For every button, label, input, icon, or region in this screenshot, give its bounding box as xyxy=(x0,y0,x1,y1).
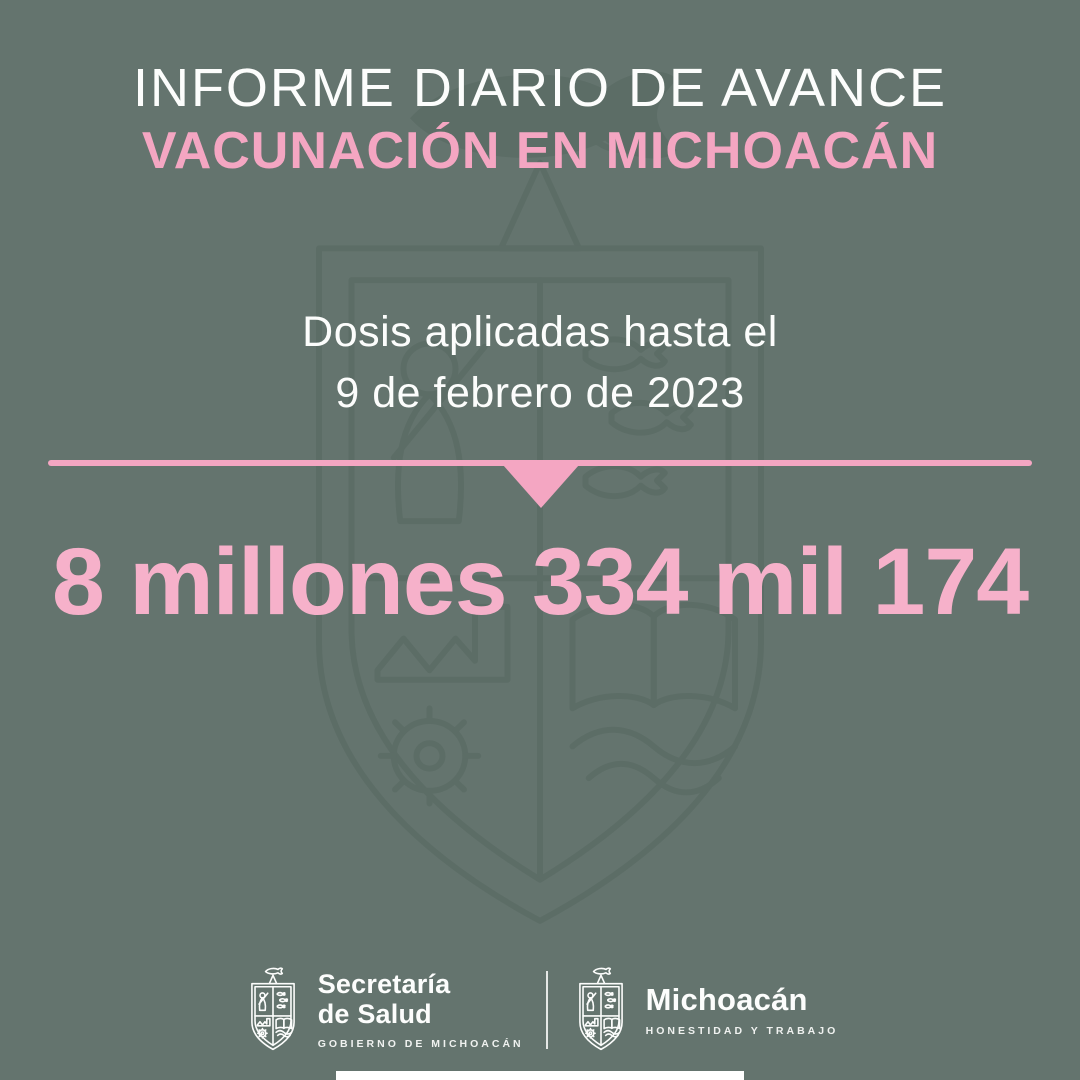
total-doses-value: 8 millones 334 mil 174 xyxy=(51,529,1029,635)
page-title: INFORME DIARIO DE AVANCE xyxy=(132,58,948,118)
bottom-bar xyxy=(336,1071,744,1080)
report-period xyxy=(0,302,1080,424)
header xyxy=(0,58,1080,181)
report-period-line1: Dosis aplicadas hasta el xyxy=(302,308,778,356)
michoacan-coat-of-arms-watermark xyxy=(215,58,865,978)
footer-divider xyxy=(546,971,548,1049)
secretaria-salud-logo xyxy=(242,965,524,1055)
michoacan-tagline: HONESTIDAD Y TRABAJO xyxy=(645,1025,839,1038)
secretaria-salud-logo-text xyxy=(318,970,524,1049)
michoacan-coat-of-arms-icon xyxy=(242,965,304,1055)
secretaria-salud-name-line1: Secretaría xyxy=(317,969,451,1000)
secretaria-salud-tagline: GOBIERNO DE MICHOACÁN xyxy=(317,1037,524,1050)
michoacan-coat-of-arms-icon xyxy=(570,965,632,1055)
page-subtitle: VACUNACIÓN EN MICHOACÁN xyxy=(141,122,939,181)
secretaria-salud-name-line2: de Salud xyxy=(317,998,432,1029)
down-triangle-icon xyxy=(503,465,579,508)
footer xyxy=(0,958,1080,1062)
michoacan-name: Michoacán xyxy=(645,981,808,1017)
report-period-line2: 9 de febrero de 2023 xyxy=(335,369,745,418)
michoacan-logo xyxy=(570,965,839,1055)
michoacan-logo-text xyxy=(646,983,839,1037)
